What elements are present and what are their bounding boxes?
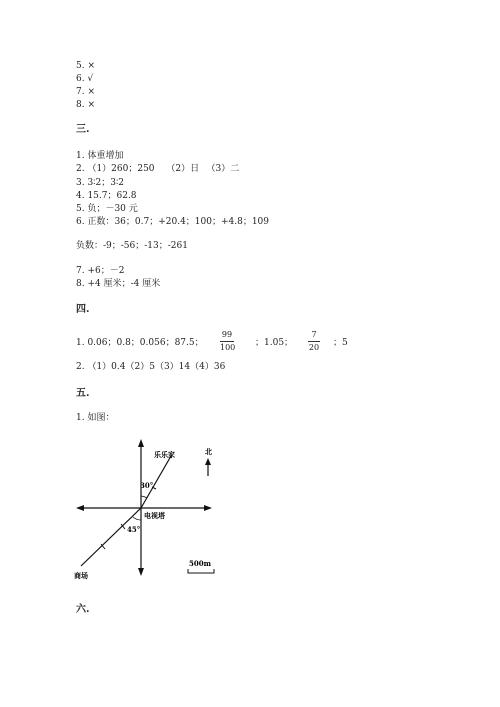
label-tv-tower: 电视塔 (144, 511, 165, 520)
answer-line: 7. × (76, 87, 95, 97)
angle-label-45: 45° (127, 525, 141, 534)
scale-bar (188, 569, 214, 573)
angle-label-30: 30° (140, 481, 154, 490)
north-arrowhead (205, 458, 211, 465)
answer-line: 6. √ (76, 74, 94, 84)
answer-line: 1. 如图： (76, 413, 115, 423)
answer-line: 3. 3∶2；3∶2 (76, 178, 125, 188)
fraction-7-20 (308, 330, 320, 353)
answer-line: 负数：-9；-56；-13；-261 (76, 241, 188, 251)
answer-line: 6. 正数：36；0.7；+20.4；100；+4.8；109 (76, 217, 270, 227)
answer-line: 7. +6；－2 (76, 266, 125, 276)
section-heading-6: 六. (76, 604, 90, 615)
section-heading-4: 四. (76, 304, 90, 315)
q1-prefix: 1. 0.06；0.8；0.056；87.5； (76, 338, 204, 348)
answer-line: 5. 负；－30 元 (76, 204, 138, 214)
fraction-numerator: 7 (311, 330, 317, 339)
angle-arc-30 (141, 496, 147, 498)
arrow-up (138, 439, 144, 447)
direction-diagram (70, 438, 230, 583)
label-mall: 商场 (74, 571, 88, 580)
answer-line: 8. × (76, 100, 95, 110)
fraction-denominator: 100 (220, 343, 236, 352)
answer-line: 8. +4 厘米；-4 厘米 (76, 279, 161, 289)
scale-label: 500m (189, 559, 212, 568)
arrow-right (204, 505, 212, 511)
fraction-numerator: 99 (221, 330, 233, 339)
q1-end: ；5 (333, 338, 348, 348)
section-heading-3: 三. (76, 124, 90, 135)
label-lelejia: 乐乐家 (154, 450, 175, 459)
section-heading-5: 五. (76, 388, 90, 399)
arrow-left (76, 505, 84, 511)
line-to-mall (81, 508, 141, 566)
answer-line: 1. 体重增加 (76, 151, 124, 161)
answer-line: 5. × (76, 61, 95, 71)
answer-line: 2. （1）0.4（2）5（3）14（4）36 (76, 362, 226, 372)
arrow-down (138, 568, 144, 576)
answer-line: 2. （1）260；250 （2）日 （3）二 (76, 164, 240, 174)
angle-arc-45 (133, 517, 141, 520)
fraction-99-100 (220, 330, 234, 353)
fraction-denominator: 20 (308, 343, 320, 352)
north-label: 北 (205, 447, 212, 456)
q1-mid: ；1.05； (255, 338, 294, 348)
answer-line: 4. 15.7；62.8 (76, 191, 137, 201)
